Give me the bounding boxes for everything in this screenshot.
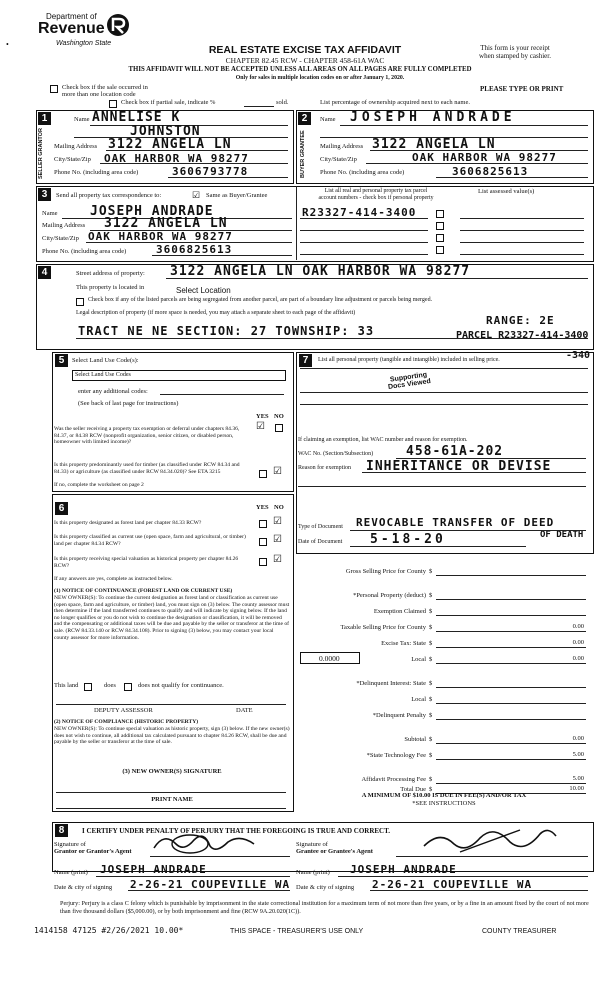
logo-state: Washington State [56, 40, 112, 47]
parcel-checkbox-4[interactable] [436, 246, 444, 254]
dor-logo [36, 10, 136, 65]
multi-location-label-2: more than one location code [62, 91, 136, 98]
calc-row-currency: $ [429, 568, 433, 575]
notice-continuance-text: NEW OWNER(S): To continue the current designation as forest land or classification as current use (open space, farm and agriculture, or timber) land, you must sign on (3) below. The county assessor must then determine if the land transferred continues to qualify and will indicate by signing below. If the land no longer qualifies or you do not wish to continue the designation or classification, it will be removed and the compensating or additional taxes will be due and payable by the seller or transferor at the time of sale. (RCW 84.33.140 or RCW 84.34.108). Prior to signing (3) below, you may contact your local county assessor for more information. [54, 595, 290, 641]
buyer-phone-value[interactable]: 3606825613 [452, 165, 529, 178]
calc-row-label: *State Technology Fee [366, 752, 426, 759]
county-treasurer-label: COUNTY TREASURER [482, 928, 557, 935]
grantee-date-value[interactable]: 2-26-21 COUPEVILLE WA [372, 878, 533, 891]
legal-description-parcel[interactable]: PARCEL R23327-414-3400 [456, 330, 589, 341]
exemption-deferral-question: Was the seller receiving a property tax exemption or deferral under chapters 84.36, 84.37, or 84.38 RCW (nonprofit organization, senior citizen, or disabled person, homeowner with limited income)? [54, 426, 240, 446]
land-does-not-checkbox[interactable] [124, 683, 132, 691]
buyer-city-value[interactable]: OAK HARBOR WA 98277 [412, 151, 557, 164]
seller-phone-value[interactable]: 3606793778 [172, 165, 249, 178]
grantee-date-label: Date & city of signing [296, 884, 355, 891]
buyer-city-label: City/State/Zip [320, 156, 357, 163]
land-use-select-value: Select Land Use Codes [75, 372, 131, 378]
same-as-buyer-label: Same as Buyer/Grantee [206, 192, 268, 199]
calc-row-currency: $ [429, 752, 433, 759]
calc-row-label: *Delinquent Interest: State [356, 680, 426, 687]
notice-continuance-title: (1) NOTICE OF CONTINUANCE (FOREST LAND OR CURRENT USE) [54, 588, 233, 594]
grantor-signature-label: Signature of [54, 841, 86, 848]
grantee-signature[interactable] [420, 826, 560, 856]
calc-row-label: Local [411, 656, 426, 663]
legal-description-range[interactable]: RANGE: 2E [486, 314, 555, 327]
print-name-label: PRINT NAME [151, 796, 193, 803]
calc-row-label: Subtotal [404, 736, 426, 743]
seller-address-label: Mailing Address [54, 143, 98, 150]
calc-row-currency: $ [429, 712, 433, 719]
section-2-number: 2 [298, 112, 311, 125]
grantor-name-value[interactable]: JOSEPH ANDRADE [100, 863, 207, 876]
section-6-yes: YES [256, 504, 269, 511]
receipt-note-2: when stamped by cashier. [479, 52, 551, 60]
forest-yes-checkbox[interactable] [259, 520, 267, 528]
deputy-assessor-label: DEPUTY ASSESSOR [94, 707, 153, 714]
section-5-number: 5 [55, 354, 68, 367]
logo-revenue: Revenue [38, 20, 105, 37]
form-chapter: CHAPTER 82.45 RCW - CHAPTER 458-61A WAC [225, 56, 385, 65]
does-label: does [104, 682, 116, 689]
margin-mark: • [6, 40, 9, 49]
form-warning: THIS AFFIDAVIT WILL NOT BE ACCEPTED UNLESS ALL AREAS ON ALL PAGES ARE FULLY COMPLETED [128, 66, 472, 73]
document-type-value-2[interactable]: OF DEATH [540, 530, 584, 540]
calc-row-value[interactable]: 0.00 [572, 655, 584, 662]
historic-question: Is this property receiving special valuation as historical property per chapter 84.26 RCW? [54, 556, 239, 569]
calc-row-label: *Delinquent Penalty [372, 712, 426, 719]
legal-description-value[interactable]: TRACT NE NE SECTION: 27 TOWNSHIP: 33 [78, 324, 375, 338]
section-8-number: 8 [55, 824, 68, 837]
partial-sale-label: Check box if partial sale, indicate % [121, 99, 216, 106]
new-owner-signature-label: (3) NEW OWNER(S) SIGNATURE [122, 768, 222, 775]
wac-label: WAC No. (Section/Subsection) [298, 451, 374, 457]
current-use-yes-checkbox[interactable] [259, 538, 267, 546]
land-use-label: Select Land Use Code(s): [72, 357, 139, 364]
wac-value[interactable]: 458-61A-202 [406, 444, 504, 459]
rate-box [300, 652, 360, 664]
corr-phone-value[interactable]: 3606825613 [156, 243, 233, 256]
grantee-name-label: Name (print) [296, 869, 330, 876]
grantor-signature-label-2: Grantor or Grantor's Agent [54, 848, 132, 855]
rate-value: 0.0000 [319, 654, 340, 663]
additional-codes-label: enter any additional codes: [78, 388, 148, 395]
calc-row-label: *Personal Property (deduct) [353, 592, 426, 599]
calc-row-value[interactable]: 10.00 [569, 785, 584, 792]
document-type-value[interactable]: REVOCABLE TRANSFER OF DEED [356, 516, 555, 529]
this-land-label: This land [54, 682, 79, 689]
q2-yes-checkbox[interactable] [259, 470, 267, 478]
grantor-signature[interactable] [150, 830, 260, 856]
seller-city-value[interactable]: OAK HARBOR WA 98277 [104, 152, 249, 165]
grantee-name-value[interactable]: JOSEPH ANDRADE [350, 863, 457, 876]
parcel-checkbox-3[interactable] [436, 234, 444, 242]
partial-sold-label: sold. [276, 99, 289, 106]
land-use-select[interactable] [72, 370, 286, 381]
calc-row-currency: $ [429, 656, 433, 663]
calc-row-currency: $ [429, 624, 433, 631]
located-in-label: This property is located in [76, 284, 145, 291]
calc-row-currency: $ [429, 736, 433, 743]
land-use-yes: YES [256, 413, 269, 420]
same-as-buyer-check-icon[interactable]: ☑ [192, 190, 201, 200]
revenue-logo-icon [104, 12, 132, 38]
forest-land-question: Is this property designated as forest land per chapter 84.33 RCW? [54, 520, 202, 526]
buyer-name-label: Name [320, 116, 336, 123]
certify-statement: I CERTIFY UNDER PENALTY OF PERJURY THAT THE FOREGOING IS TRUE AND CORRECT. [82, 827, 391, 835]
calc-row-value[interactable]: 0.00 [572, 639, 584, 646]
notice-compliance-title: (2) NOTICE OF COMPLIANCE (HISTORIC PROPERTY) [54, 719, 199, 725]
document-date-label: Date of Document [298, 539, 343, 545]
multi-location-label: Check box if the sale occurred in [62, 84, 148, 91]
calc-row-value[interactable]: 0.00 [572, 623, 584, 630]
current-use-no-check-icon[interactable]: ☑ [273, 534, 282, 545]
section-4-number: 4 [38, 266, 51, 279]
calc-row-currency: $ [429, 608, 433, 615]
calc-row-label: Excise Tax: State [381, 640, 426, 647]
calc-row-currency: $ [429, 776, 433, 783]
see-back-label: (See back of last page for instructions) [78, 400, 179, 407]
parcel-value[interactable]: R23327-414-3400 [302, 206, 417, 219]
reason-value[interactable]: INHERITANCE OR DEVISE [366, 459, 552, 474]
buyer-address-label: Mailing Address [320, 143, 364, 150]
legal-description-label: Legal description of property (if more space is needed, you may attach a separate sheet to each page of the affidavit) [76, 310, 356, 316]
treasurer-space-label: THIS SPACE - TREASURER'S USE ONLY [230, 928, 364, 935]
type-or-print: PLEASE TYPE OR PRINT [480, 85, 564, 93]
reason-label: Reason for exemption [298, 465, 351, 471]
logo-dept-line: Department of [46, 12, 97, 21]
grantor-date-value[interactable]: 2-26-21 COUPEVILLE WA [130, 878, 291, 891]
calc-row-value[interactable]: 5.00 [572, 775, 584, 782]
street-address-value[interactable]: 3122 ANGELA LN OAK HARBOR WA 98277 [170, 264, 471, 279]
margin-note: -340 [566, 350, 591, 361]
calc-row-currency: $ [429, 592, 433, 599]
calc-row-value[interactable]: 0.00 [572, 735, 584, 742]
buyer-side-label: BUYER GRANTEE [300, 130, 306, 178]
exemption-claim-label: If claiming an exemption, list WAC number and reason for exemption. [298, 437, 468, 443]
q1-yes-check-icon[interactable]: ☑ [256, 421, 265, 432]
corr-city-value[interactable]: OAK HARBOR WA 98277 [88, 230, 233, 243]
see-instructions-note: *SEE INSTRUCTIONS [412, 800, 476, 807]
partial-sale-checkbox[interactable] [109, 100, 117, 108]
section-7-number: 7 [299, 354, 312, 367]
segregated-checkbox[interactable] [76, 298, 84, 306]
segregated-label: Check box if any of the listed parcels are being segregated from another parcel, are part of a boundary line adjustment or parcels being merged. [88, 297, 433, 303]
seller-name-value-2[interactable]: JOHNSTON [130, 124, 201, 139]
current-use-question: Is this property classified as current use (open space, farm and agricultural, or timber) land per chapter 84.34 RCW? [54, 534, 246, 547]
form-title: REAL ESTATE EXCISE TAX AFFIDAVIT [208, 44, 402, 56]
section-6-no: NO [274, 504, 284, 511]
parcel-header: List all real and personal property tax parcel [324, 188, 428, 194]
document-date-value[interactable]: 5-18-20 [370, 532, 446, 547]
does-not-label: does not qualify for continuance. [138, 682, 224, 689]
calc-row-label: Exemption Claimed [373, 608, 426, 615]
document-type-label: Type of Document [298, 524, 343, 530]
corr-name-value[interactable]: JOSEPH ANDRADE [90, 204, 214, 219]
send-correspondence-label: Send all property tax correspondence to: [56, 192, 162, 199]
supporting-docs-stamp: Supporting Docs Viewed [387, 371, 432, 391]
personal-property-label: List all personal property (tangible and intangible) included in selling price. [318, 357, 500, 363]
multi-location-checkbox[interactable] [50, 85, 58, 93]
minimum-due-note: A MINIMUM OF $10.00 IS DUE IN FEE(S) AND/OR TAX [361, 792, 527, 799]
timber-question: Is this property predominantly used for timber (as classified under RCW 84.34 and 84.33) or agriculture (as classified under RCW 84.34.020)? See ETA 3215 [54, 462, 240, 475]
seller-phone-label: Phone No. (including area code) [54, 169, 139, 176]
corr-address-value[interactable]: 3122 ANGELA LN [104, 216, 228, 231]
section-3-number: 3 [38, 188, 51, 201]
grantee-signature-label: Signature of [296, 841, 328, 848]
historic-yes-checkbox[interactable] [259, 558, 267, 566]
parcel-checkbox-2[interactable] [436, 222, 444, 230]
calc-row-label: Taxable Selling Price for County [340, 624, 426, 631]
calc-row-label: Total Due [400, 786, 426, 793]
notice-compliance-text: NEW OWNER(S): To continue special valuation as historic property, sign (3) below. If the new owner(s) does not wish to continue, all additional tax calculated pursuant to chapter 84.26 RCW, shall be due and payable by the seller or transferor at the time of sale. [54, 726, 290, 746]
location-select[interactable]: Select Location [176, 286, 231, 295]
calc-row-label: Affidavit Processing Fee [361, 776, 426, 783]
seller-address-value[interactable]: 3122 ANGELA LN [108, 137, 232, 152]
form-subheading: Only for sales in multiple location codes on or after January 1, 2020. [235, 75, 405, 81]
corr-name-label: Name [42, 210, 58, 217]
land-does-checkbox[interactable] [84, 683, 92, 691]
calc-row-label: Local [411, 696, 426, 703]
calc-row-currency: $ [429, 680, 433, 687]
timber-worksheet-note: If no, complete the worksheet on page 2 [54, 482, 144, 488]
seller-name-label: Name [74, 116, 90, 123]
corr-city-label: City/State/Zip [42, 235, 79, 242]
calc-row-currency: $ [429, 696, 433, 703]
parcel-checkbox-1[interactable] [436, 210, 444, 218]
parcel-header-2: account numbers - check box if personal property [318, 195, 434, 201]
seller-side-label: SELLER GRANTOR [38, 128, 44, 180]
calc-row-currency: $ [429, 640, 433, 647]
ownership-percent-label: List percentage of ownership acquired next to each name. [320, 99, 470, 106]
q1-no-checkbox[interactable] [275, 424, 283, 432]
street-address-label: Street address of property: [76, 270, 145, 277]
assessor-date-label: DATE [236, 707, 253, 714]
grantor-date-label: Date & city of signing [54, 884, 113, 891]
any-yes-note: If any answers are yes, complete as instructed below. [54, 576, 173, 582]
perjury-notice: Perjury: Perjury is a class C felony which is punishable by imprisonment in the state correctional institution for a maximum term of not more than five years, or by a fine in an amount fixed by the court of not more than five thousand dollars ($5,000.00), or by both imprisonment and fine (RCW 9A.20.020(1C)). [60, 900, 589, 915]
section-1-number: 1 [38, 112, 51, 125]
calc-row-currency: $ [429, 786, 433, 793]
corr-phone-label: Phone No. (including area code) [42, 248, 127, 255]
corr-address-label: Mailing Address [42, 222, 86, 229]
grantee-signature-label-2: Grantee or Grantee's Agent [296, 848, 373, 855]
q2-no-check-icon[interactable]: ☑ [273, 466, 282, 477]
section-6-number: 6 [55, 502, 68, 515]
grantor-name-label: Name (print) [54, 869, 88, 876]
historic-no-check-icon[interactable]: ☑ [273, 554, 282, 565]
land-use-no: NO [274, 413, 284, 420]
calc-row-value[interactable]: 5.00 [572, 751, 584, 758]
cashier-stamp: 1414158 47125 #2/26/2021 10.00* [34, 926, 184, 935]
forest-no-check-icon[interactable]: ☑ [273, 516, 282, 527]
buyer-phone-label: Phone No. (including area code) [320, 169, 405, 176]
seller-name-value[interactable]: ANNELISE K [92, 110, 181, 125]
tax-calculation [296, 556, 592, 816]
assessed-header: List assessed value(s) [478, 188, 535, 195]
seller-city-label: City/State/Zip [54, 156, 91, 163]
receipt-note: This form is your receipt [480, 44, 550, 52]
buyer-address-value[interactable]: 3122 ANGELA LN [372, 137, 496, 152]
calc-row-label: Gross Selling Price for County [345, 568, 426, 575]
buyer-name-value[interactable]: JOSEPH ANDRADE [350, 110, 516, 125]
